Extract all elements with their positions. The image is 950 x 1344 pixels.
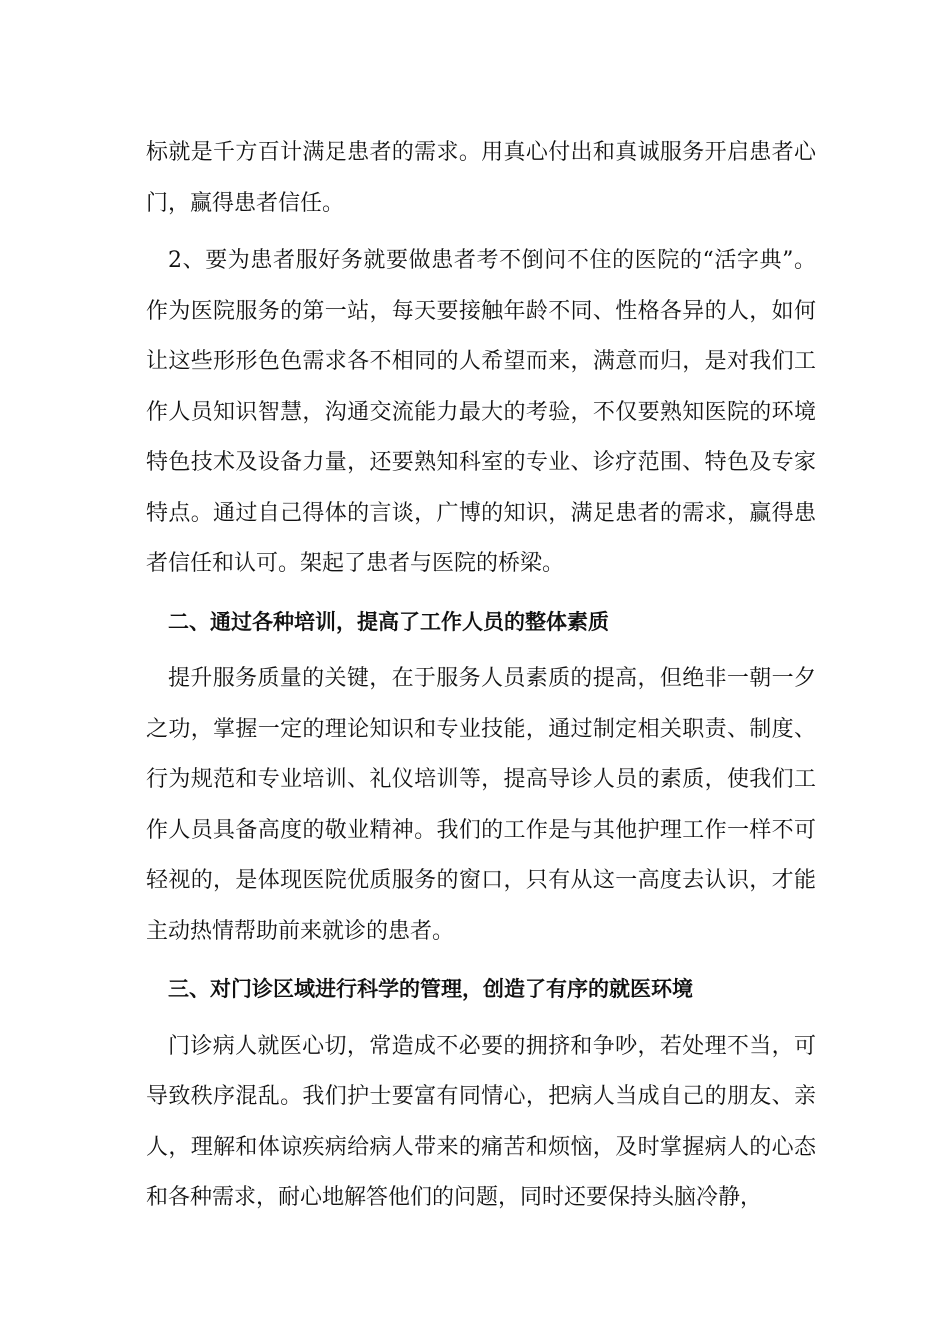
- paragraph-outpatient-management: 门诊病人就医心切，常造成不必要的拥挤和争吵，若处理不当，可导致秩序混乱。我们护士要富有同情心，把病人当成自己的朋友、亲人，理解和体谅疾病给病人带来的痛苦和烦恼，及时掌握病人的心态和各种需求，耐心地解答他们的问题，同时还要保持头脑冷静，: [146, 1033, 816, 1210]
- paragraph-continuation: 标就是千方百计满足患者的需求。用真心付出和真诚服务开启患者心门，赢得患者信任。: [146, 140, 816, 216]
- section-heading-outpatient-management: 三、对门诊区域进行科学的管理，创造了有序的就医环境: [168, 977, 693, 1001]
- document-body: [146, 128, 816, 1224]
- section-heading-training: 二、通过各种培训，提高了工作人员的整体素质: [168, 609, 609, 634]
- paragraph-patient-dictionary: 2、要为患者服好务就要做患者考不倒问不住的医院的“活字典”。作为医院服务的第一站，每天要接触年龄不同、性格各异的人，如何让这些形形色色需求各不相同的人希望而来，满意而归，是对我们工作人员知识智慧，沟通交流能力最大的考验，不仅要熟知医院的环境特色技术及设备力量，还要熟知科室的专业、诊疗范围、特色及专家特点。通过自己得体的言谈，广博的知识，满足患者的需求，赢得患者信任和认可。架起了患者与医院的桥梁。: [146, 248, 816, 576]
- paragraph-training: 提升服务质量的关键，在于服务人员素质的提高，但绝非一朝一夕之功，掌握一定的理论知识和专业技能，通过制定相关职责、制度、行为规范和专业培训、礼仪培训等，提高导诊人员的素质，使我们工作人员具备高度的敬业精神。我们的工作是与其他护理工作一样不可轻视的，是体现医院优质服务的窗口，只有从这一高度去认识，才能主动热情帮助前来就诊的患者。: [146, 666, 816, 944]
